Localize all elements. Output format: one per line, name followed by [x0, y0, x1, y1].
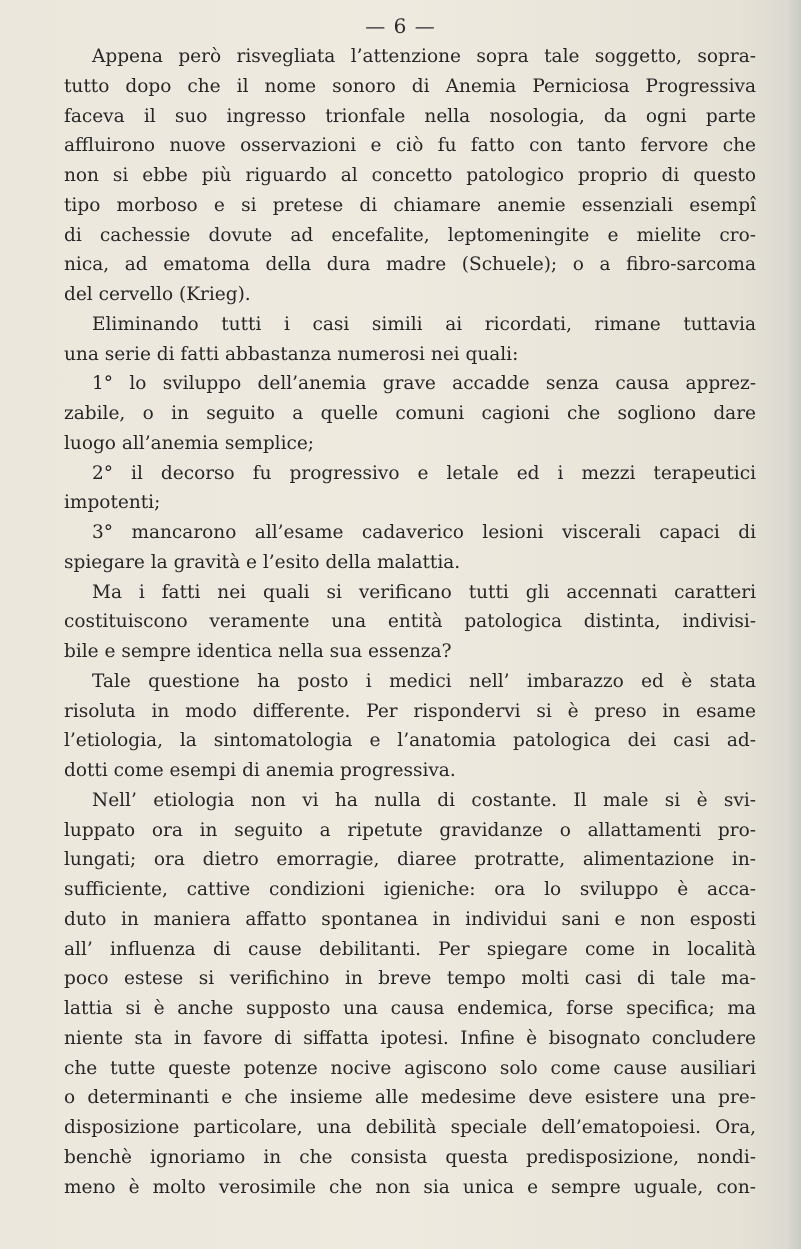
- text-line: tutto dopo che il nome sonoro di Anemia Perniciosa Progressiva: [64, 75, 756, 97]
- text-line: o determinanti e che insieme alle medesime deve esistere una pre-: [64, 1087, 756, 1109]
- text-line: zabile, o in seguito a quelle comuni cagioni che sogliono dare: [64, 403, 756, 424]
- text-line: Tale questione ha posto i medici nell’ imbarazzo ed è stata: [92, 670, 756, 692]
- text-line: 1° lo sviluppo dell’anemia grave accadde senza causa apprez-: [92, 373, 756, 395]
- page-number: — 6 —: [365, 14, 436, 38]
- text-line: luogo all’anemia semplice;: [64, 432, 315, 454]
- text-line: benchè ignoriamo in che consista questa predisposizione, nondi-: [64, 1146, 756, 1168]
- text-line: l’etiologia, la sintomatologia e l’anatomia patologica dei casi ad-: [64, 730, 756, 752]
- text-line: poco estese si verifichino in breve tempo molti casi di tale ma-: [64, 968, 756, 990]
- text-line: non si ebbe più riguardo al concetto patologico proprio di questo: [64, 165, 756, 186]
- text-line: 3° mancarono all’esame cadaverico lesioni viscerali capaci di: [92, 522, 756, 543]
- text-line: duto in maniera affatto spontanea in individui sani e non esposti: [64, 908, 756, 930]
- text-line: affluirono nuove osservazioni e ciò fu fatto con tanto fervore che: [64, 135, 756, 157]
- text-line: Appena però risvegliata l’attenzione sopra tale soggetto, sopra-: [92, 46, 756, 67]
- text-line: spiegare la gravità e l’esito della malattia.: [64, 551, 461, 573]
- text-line: risoluta in modo differente. Per rispondervi si è preso in esame: [64, 700, 756, 722]
- text-line: costituiscono veramente una entità patologica distinta, indivisi-: [64, 611, 756, 633]
- text-line: del cervello (Krieg).: [64, 284, 251, 305]
- text-line: all’ influenza di cause debilitanti. Per spiegare come in località: [64, 938, 756, 960]
- text-line: disposizione particolare, una debilità speciale dell’ematopoiesi. Ora,: [64, 1117, 756, 1138]
- text-line: sufficiente, cattive condizioni igieniche: ora lo sviluppo è acca-: [64, 879, 756, 900]
- text-line: 2° il decorso fu progressivo e letale ed i mezzi terapeutici: [92, 462, 756, 484]
- text-line: Nell’ etiologia non vi ha nulla di costante. Il male si è svi-: [92, 789, 756, 811]
- body-text: [64, 42, 756, 1202]
- text-line: tipo morboso e si pretese di chiamare anemie essenziali esempî: [64, 194, 756, 216]
- text-line: bile e sempre identica nella sua essenza?: [64, 641, 452, 662]
- text-line: meno è molto verosimile che non sia unica e sempre uguale, con-: [64, 1176, 756, 1198]
- text-line: dotti come esempi di anemia progressiva.: [64, 760, 456, 781]
- text-line: che tutte queste potenze nocive agiscono solo come cause ausiliari: [64, 1057, 756, 1079]
- text-line: una serie di fatti abbastanza numerosi nei quali:: [64, 343, 519, 365]
- text-line: impotenti;: [64, 492, 161, 514]
- text-line: luppato ora in seguito a ripetute gravidanze o allattamenti pro-: [64, 819, 756, 841]
- page-edge-shadow: [787, 0, 801, 1249]
- text-line: Ma i fatti nei quali si verificano tutti gli accennati caratteri: [92, 581, 756, 603]
- text-line: lungati; ora dietro emorragie, diaree protratte, alimentazione in-: [64, 849, 756, 871]
- text-line: di cachessie dovute ad encefalite, leptomeningite e mielite cro-: [64, 224, 756, 246]
- text-line: nica, ad ematoma della dura madre (Schuele); o a fibro-sarcoma: [64, 254, 756, 276]
- text-line: niente sta in favore di siffatta ipotesi. Infine è bisognato concludere: [64, 1027, 756, 1049]
- text-line: lattia si è anche supposto una causa endemica, forse specifica; ma: [64, 998, 756, 1019]
- text-line: faceva il suo ingresso trionfale nella nosologia, da ogni parte: [64, 105, 756, 127]
- text-line: Eliminando tutti i casi simili ai ricordati, rimane tuttavia: [92, 313, 756, 335]
